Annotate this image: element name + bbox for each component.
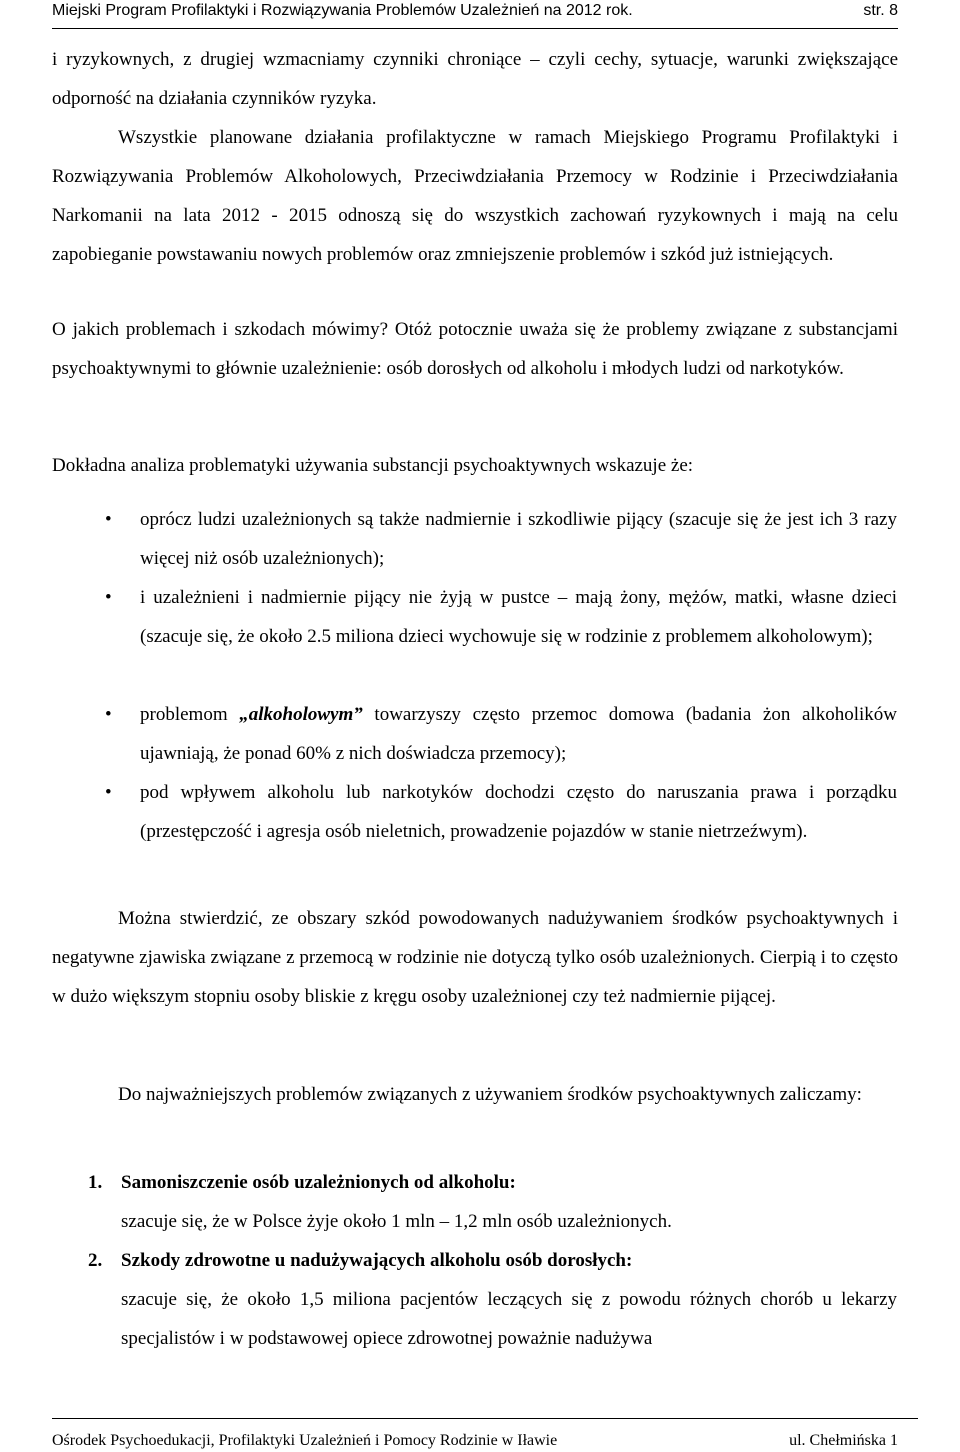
footer-organization: Ośrodek Psychoedukacji, Profilaktyki Uzależnień i Pomocy Rodzinie w Iławie	[52, 1432, 558, 1449]
list-number: 1.	[88, 1172, 103, 1193]
list-heading	[121, 1163, 897, 1202]
bullet-item	[140, 695, 897, 773]
page-footer	[52, 1432, 898, 1452]
bullet-item-pre: problemom	[140, 704, 240, 725]
paragraph-intro-list-text: Do najważniejszych problemów związanych z używaniem środków psychoaktywnych zaliczamy:	[118, 1084, 862, 1105]
paragraph-continuation: i ryzykownych, z drugiej wzmacniamy czynniki chroniące – czyli cechy, sytuacje, warunki zwiększające odporność na działania czynników ryzyka.	[52, 49, 898, 109]
page-header	[52, 0, 898, 27]
list-body: szacuje się, że w Polsce żyje około 1 mln – 1,2 mln osób uzależnionych.	[121, 1211, 672, 1232]
bullet-glyph: •	[105, 704, 112, 725]
emphasis-alkoholowym: „alkoholowym”	[239, 704, 363, 725]
list-number: 2.	[88, 1250, 103, 1271]
list-heading-text: Szkody zdrowotne u nadużywających alkoholu osób dorosłych:	[121, 1250, 633, 1271]
paragraph-problems	[52, 310, 898, 388]
list-heading-text: Samoniszczenie osób uzależnionych od alkoholu:	[121, 1172, 516, 1193]
bullet-glyph: •	[105, 509, 112, 530]
list-heading	[121, 1241, 897, 1280]
paragraph-problems-text: O jakich problemach i szkodach mówimy? Otóż potocznie uważa się że problemy związane z substancjami psychoaktywnymi to głównie uzależnienie: osób dorosłych od alkoholu i młodych ludzi od narkotyków.	[52, 319, 898, 379]
paragraph-planned-actions: Wszystkie planowane działania profilaktyczne w ramach Miejskiego Programu Profilaktyki i Rozwiązywania Problemów Alkoholowych, Przeciwdziałania Przemocy w Rodzinie i Przeciwdziałania Narkomanii na lata 2012 - 2015 odnoszą się do wszystkich zachowań ryzykownych i mają na celu zapobieganie powstawaniu nowych problemów oraz zmniejszenie problemów i szkód już istniejących.	[52, 127, 898, 265]
bullet-glyph: •	[105, 782, 112, 803]
footer-rule	[52, 1418, 918, 1419]
bullet-item: pod wpływem alkoholu lub narkotyków dochodzi często do naruszania prawa i porządku (przestępczość i agresja osób nieletnich, prowadzenie pojazdów w stanie nietrzeźwym).	[140, 782, 897, 842]
paragraph-analysis: Dokładna analiza problematyki używania substancji psychoaktywnych wskazuje że:	[52, 455, 694, 476]
bullet-item: oprócz ludzi uzależnionych są także nadmiernie i szkodliwie pijący (szacuje się że jest ich 3 razy więcej niż osób uzależnionych);	[140, 509, 897, 569]
list-body: szacuje się, że około 1,5 miliona pacjentów leczących się z powodu różnych chorób u lekarzy specjalistów i w podstawowej opiece zdrowotnej poważnie nadużywa	[121, 1289, 897, 1349]
bullet-glyph: •	[105, 587, 112, 608]
header-rule	[52, 28, 898, 29]
header-title: Miejski Program Profilaktyki i Rozwiązywania Problemów Uzależnień na 2012 rok.	[52, 2, 633, 19]
paragraph-conclusion: Można stwierdzić, ze obszary szkód powodowanych nadużywaniem środków psychoaktywnych i negatywne zjawiska związane z przemocą w rodzinie nie dotyczą tylko osób uzależnionych. Cierpią i to często w dużo większym stopniu osoby bliskie z kręgu osoby uzależnionej czy też nadmiernie pijącej.	[52, 908, 898, 1007]
bullet-item-post: towarzyszy często przemoc domowa (badania żon alkoholików ujawniają, że ponad 60% z nich doświadcza przemocy);	[140, 704, 897, 764]
footer-address: ul. Chełmińska 1	[789, 1432, 898, 1449]
page-number: str. 8	[863, 2, 898, 19]
paragraph-intro-list	[52, 1075, 898, 1114]
bullet-item: i uzależnieni i nadmiernie pijący nie żyją w pustce – mają żony, mężów, matki, własne dzieci (szacuje się, że około 2.5 miliona dzieci wychowuje się w rodzinie z problemem alkoholowym);	[140, 587, 897, 647]
